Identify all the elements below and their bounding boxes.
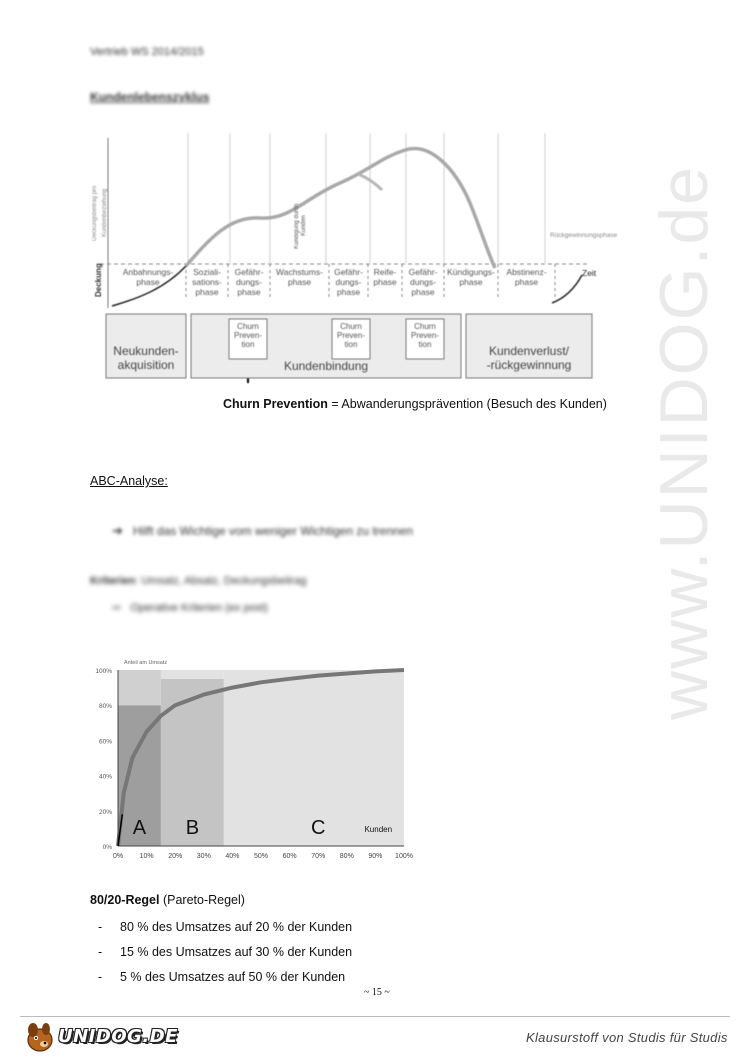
criteria-text: : Umsatz, Absatz, Deckungsbeitrag <box>135 575 307 587</box>
x-tick-label: 20% <box>168 853 183 860</box>
churn-box-2: Churn Preven- tion <box>336 322 365 349</box>
bullet-dash: - <box>98 920 103 934</box>
region-label-c: C <box>310 817 326 839</box>
criteria-label: Kriterien <box>90 575 136 587</box>
abc-pareto-chart <box>92 652 422 864</box>
x-axis-label: Kunden <box>364 825 393 834</box>
group-kundenbindung: Kundenbindung <box>283 359 369 373</box>
pareto-item-3 <box>98 970 345 984</box>
arrow-right-icon: ➔ <box>112 523 123 538</box>
y-tick-label: 20% <box>98 808 112 816</box>
annotation-vertical: Kündigung durch Kunden <box>294 203 307 249</box>
x-tick-label: 30% <box>196 853 211 860</box>
y-tick-label: 80% <box>98 703 112 711</box>
phase-gefaehrdung-1: Gefähr- dungs- phase <box>234 267 264 297</box>
x-tick-label: 100% <box>395 853 413 860</box>
footer-divider <box>20 1016 730 1017</box>
churn-note <box>223 397 607 411</box>
implies-arrow-icon: ⇨ <box>112 602 122 614</box>
pareto-item-text: 80 % des Umsatzes auf 20 % der Kunden <box>120 920 353 934</box>
region-label-b: B <box>185 817 200 839</box>
abc-criteria <box>90 575 306 587</box>
y-tick-label: 60% <box>98 738 112 746</box>
pareto-item-1 <box>98 920 352 934</box>
bullet-dash: - <box>98 945 103 959</box>
pareto-title-bold: 80/20-Regel <box>90 893 160 907</box>
chart-title: Anteil am Umsatz <box>124 660 168 666</box>
x-tick-label: 90% <box>368 853 383 860</box>
x-tick-label: 10% <box>139 853 154 860</box>
group-neukundenakquisition: Neukunden- akquisition <box>113 344 179 372</box>
x-tick-label: 50% <box>253 853 269 860</box>
y-tick-label: 40% <box>98 773 112 781</box>
criteria-sub-text: Operative Kriterien (ex post) <box>130 602 268 614</box>
region-label-a: A <box>132 817 147 839</box>
abc-arrow-line <box>112 523 413 539</box>
region-a-top <box>118 670 161 705</box>
x-axis-label: Zeit <box>582 268 597 278</box>
phase-gefaehrdung-2: Gefähr- dungs- phase <box>334 267 363 297</box>
phase-wachstum: Wachstums- phase <box>276 267 323 287</box>
region-b-top <box>161 670 224 679</box>
phase-sozialisation: Soziali- sations- phase <box>192 267 222 297</box>
churn-box-1: Churn Preven- tion <box>233 322 262 349</box>
logo-text: UNIDOG.DE <box>58 1026 178 1047</box>
lifecycle-section-title: Kundenlebenszyklus <box>90 90 210 104</box>
abc-criteria-sub <box>112 601 268 614</box>
churn-term: Churn Prevention <box>223 397 328 411</box>
pareto-subtitle: (Pareto-Regel) <box>159 893 245 907</box>
x-tick-label: 80% <box>339 853 354 860</box>
annotation-right: Rückgewinnungsphase <box>550 232 618 239</box>
x-tick-label: 40% <box>225 853 240 860</box>
abc-arrow-text: Hilft das Wichtige vom weniger Wichtigen zu trennen <box>132 524 414 538</box>
bullet-dash: - <box>98 970 103 984</box>
phase-gefaehrdung-3: Gefähr- dungs- phase <box>408 267 438 297</box>
x-tick-label: 0% <box>112 853 124 860</box>
phase-anbahnung: Anbahnungs- phase <box>122 267 174 287</box>
x-tick-label: 70% <box>311 853 326 860</box>
footer-tagline: Klausurstoff von Studis für Studis <box>526 1030 728 1045</box>
phase-abstinenz: Abstinenz- phase <box>506 267 547 287</box>
pareto-item-2 <box>98 945 352 959</box>
watermark: www.UNIDOG.de <box>646 165 722 720</box>
phase-kuendigung: Kündigungs- phase <box>447 267 495 287</box>
customer-lifecycle-diagram <box>90 128 618 383</box>
y-axis-label: Deckungsbeitrag pro Kundenbeziehung <box>92 185 108 241</box>
group-kundenverlust: Kundenverlust/ -rückgewinnung <box>486 344 572 372</box>
page-number: ~ 15 ~ <box>364 987 390 998</box>
y-tick-label: 100% <box>95 668 112 675</box>
y-tick-label: 0% <box>102 844 112 851</box>
course-header: Vertrieb WS 2014/2015 <box>90 46 204 58</box>
churn-definition: = Abwanderungsprävention (Besuch des Kunden) <box>327 397 607 411</box>
deckung-label: Deckung <box>94 263 103 297</box>
phase-reife: Reife- phase <box>373 267 397 287</box>
abc-title: ABC-Analyse: <box>90 474 168 488</box>
churn-box-3: Churn Preven- tion <box>410 322 439 349</box>
pareto-title <box>90 893 245 907</box>
pareto-item-text: 5 % des Umsatzes auf 50 % der Kunden <box>120 970 346 984</box>
x-tick-label: 60% <box>282 853 297 860</box>
pareto-item-text: 15 % des Umsatzes auf 30 % der Kunden <box>120 945 353 959</box>
abc-chart-svg <box>92 652 422 864</box>
